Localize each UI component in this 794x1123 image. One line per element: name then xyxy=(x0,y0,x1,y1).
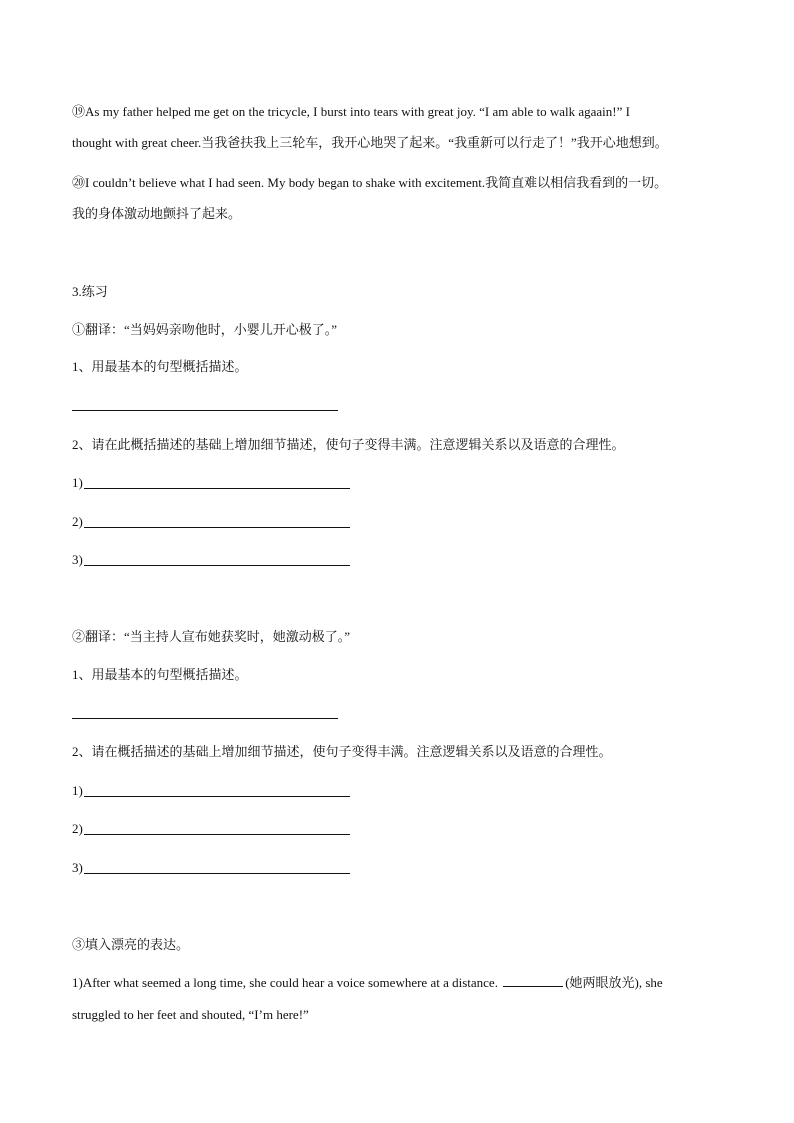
ex1-item-2-label: 2) xyxy=(72,514,83,529)
ex1-item-3-label: 3) xyxy=(72,552,83,567)
ex1-answer-line-basic[interactable] xyxy=(72,410,338,411)
ex3-item1-line2: struggled to her feet and shouted, “I’m here!” xyxy=(72,1007,309,1022)
ex2-answer-line-1[interactable] xyxy=(84,796,350,797)
ex2-answer-line-basic[interactable] xyxy=(72,718,338,719)
ex2-item-2-label: 2) xyxy=(72,821,83,836)
ex1-q2: 2、请在此概括描述的基础上增加细节描述，使句子变得丰满。注意逻辑关系以及语意的合理性。 xyxy=(72,437,625,452)
ex1-q1: 1、用最基本的句型概括描述。 xyxy=(72,359,248,374)
ex3-item1-hint: (她两眼放光), she xyxy=(565,975,663,990)
ex2-q1: 1、用最基本的句型概括描述。 xyxy=(72,667,248,682)
para20-line2: 我的身体激动地颤抖了起来。 xyxy=(72,206,242,221)
ex3-title: ③填入漂亮的表达。 xyxy=(72,937,190,952)
ex2-item-1-label: 1) xyxy=(72,783,83,798)
para19-line1: ⑲As my father helped me get on the tricycle, I burst into tears with great joy. “I am able to walk agaain!” I xyxy=(72,104,630,119)
ex2-q2: 2、请在概括描述的基础上增加细节描述，使句子变得丰满。注意逻辑关系以及语意的合理性。 xyxy=(72,744,612,759)
ex2-title: ②翻译：“当主持人宣布她获奖时，她激动极了。” xyxy=(72,629,351,644)
ex3-item1-blank[interactable] xyxy=(503,974,563,987)
ex1-answer-line-3[interactable] xyxy=(84,565,350,566)
ex3-item1-line1 xyxy=(72,974,663,992)
ex1-answer-line-1[interactable] xyxy=(84,488,350,489)
ex2-answer-line-2[interactable] xyxy=(84,834,350,835)
ex2-answer-line-3[interactable] xyxy=(84,873,350,874)
para20-line1: ⑳I couldn’t believe what I had seen. My body began to shake with excitement.我简直难以相信我看到的一切。 xyxy=(72,175,668,190)
ex2-item-3-label: 3) xyxy=(72,860,83,875)
ex1-item-1-label: 1) xyxy=(72,475,83,490)
para19-line2: thought with great cheer.当我爸扶我上三轮车，我开心地哭了起来。“我重新可以行走了！”我开心地想到。 xyxy=(72,135,668,150)
section3-heading: 3.练习 xyxy=(72,284,108,299)
ex1-title: ①翻译：“当妈妈亲吻他时，小婴儿开心极了。” xyxy=(72,322,338,337)
ex1-answer-line-2[interactable] xyxy=(84,527,350,528)
ex3-item1-text: 1)After what seemed a long time, she could hear a voice somewhere at a distance. xyxy=(72,975,502,990)
